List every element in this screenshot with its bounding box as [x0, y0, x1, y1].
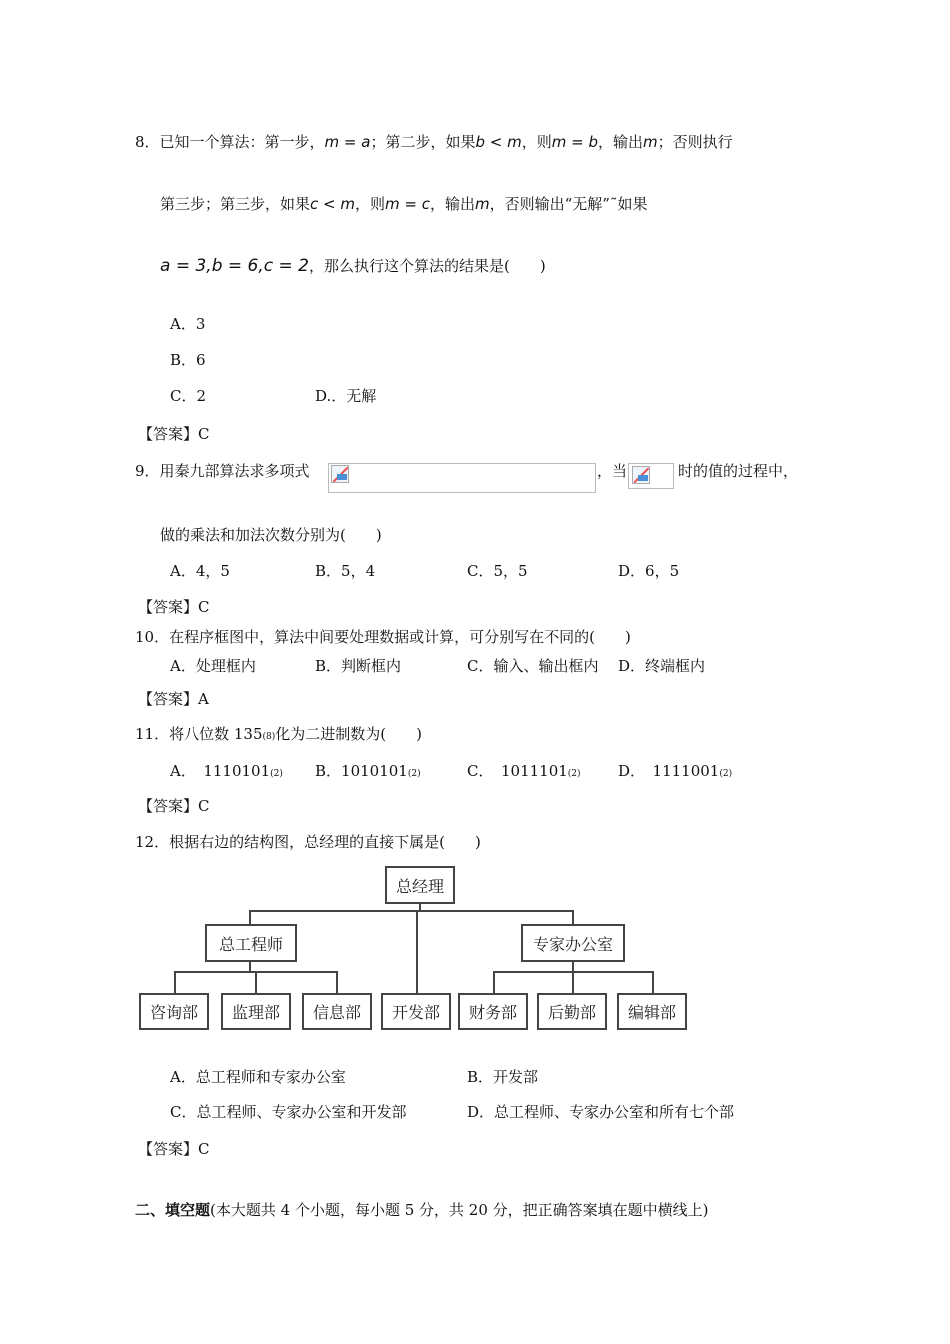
- org-line: [652, 971, 654, 994]
- q12-option-b: B．开发部: [467, 1068, 539, 1086]
- q10-answer: 【答案】A: [138, 690, 209, 708]
- q8-formula-m-eq-b: m = b: [551, 133, 598, 151]
- q8-text-4: ；否则执行: [657, 133, 733, 151]
- org-box-chief-engineer: 总工程师: [205, 924, 297, 962]
- org-line: [249, 910, 251, 924]
- question-8-line-3: [160, 255, 546, 276]
- q8-formula-m-eq-c: m = c: [385, 195, 430, 213]
- polynomial-image-frame: [328, 463, 596, 493]
- q12-option-a: A．总工程师和专家办公室: [170, 1068, 346, 1086]
- q12-option-c: C．总工程师、专家办公室和开发部: [170, 1103, 407, 1121]
- q9-answer: 【答案】C: [138, 598, 210, 616]
- org-box-information: 信息部: [302, 993, 372, 1030]
- q10-option-c: C．输入、输出框内: [467, 657, 599, 675]
- q8-line2-text-b: ，则: [354, 195, 385, 213]
- org-box-consulting: 咨询部: [139, 993, 209, 1030]
- q8-number: 8．已知一个算法：第一步，: [135, 133, 325, 151]
- q11-option-b-base: (2): [407, 769, 421, 779]
- q12-answer: 【答案】C: [138, 1140, 210, 1158]
- org-line: [174, 971, 176, 994]
- q11-line-1: [135, 723, 422, 744]
- q8-line2-text-c: ，输出: [429, 195, 475, 213]
- org-line: [249, 910, 573, 912]
- org-box-general-manager: 总经理: [385, 866, 455, 904]
- org-box-editing: 编辑部: [617, 993, 687, 1030]
- q11-option-d-base: (2): [719, 769, 733, 779]
- q8-line3-text: ，那么执行这个算法的结果是( ): [308, 257, 546, 275]
- q8-option-b: B．6: [170, 351, 206, 369]
- q9-line-2: 做的乘法和加法次数分别为( ): [160, 526, 382, 544]
- q11-option-d-value: D． 1111001: [618, 762, 720, 780]
- q10-line-1: 10．在程序框图中，算法中间要处理数据或计算，可分别写在不同的( ): [135, 628, 631, 646]
- q9-option-d: D．6，5: [618, 562, 680, 580]
- q8-formula-m: m: [643, 133, 658, 151]
- q10-option-d: D．终端框内: [618, 657, 706, 675]
- org-line: [416, 910, 418, 994]
- q12-option-d: D．总工程师、专家办公室和所有七个部: [467, 1103, 735, 1121]
- q9-option-a: A．4，5: [170, 562, 230, 580]
- q8-option-a: A．3: [170, 315, 206, 333]
- org-line: [572, 910, 574, 924]
- q8-formula-values: a = 3,b = 6,c = 2: [160, 256, 309, 276]
- q11-answer: 【答案】C: [138, 797, 210, 815]
- q8-formula-c-lt-m: c < m: [310, 195, 355, 213]
- org-line: [336, 971, 338, 994]
- broken-image-icon: [331, 465, 349, 483]
- q11-text-b: 化为二进制数为( ): [275, 725, 422, 743]
- q8-answer: 【答案】C: [138, 425, 210, 443]
- q12-line-1: 12．根据右边的结构图，总经理的直接下属是( ): [135, 833, 481, 851]
- q8-formula-m-eq-a: m = a: [324, 133, 371, 151]
- q11-option-c-base: (2): [567, 769, 581, 779]
- org-box-development: 开发部: [381, 993, 451, 1030]
- section-2-title: 二、填空题: [135, 1201, 211, 1219]
- q11-option-b-value: B．1010101: [315, 762, 408, 780]
- question-8-line-1: [135, 131, 733, 152]
- org-box-expert-office: 专家办公室: [521, 924, 625, 962]
- q8-line2-text-a: 第三步；第三步，如果: [160, 195, 311, 213]
- q8-text-3: ，输出: [598, 133, 644, 151]
- org-line: [572, 971, 574, 994]
- q11-option-c: [467, 760, 581, 781]
- org-line: [255, 971, 257, 994]
- q9-line-1-text: 9．用秦九部算法求多项式: [135, 462, 310, 480]
- q9-option-b: B．5，4: [315, 562, 376, 580]
- q9-line-1-text-c: 时的值的过程中，: [678, 462, 799, 480]
- q11-option-a-base: (2): [270, 769, 283, 779]
- q11-text: 11．将八位数 135: [135, 725, 263, 743]
- org-box-logistics: 后勤部: [537, 993, 607, 1030]
- org-box-finance: 财务部: [458, 993, 528, 1030]
- question-8-line-2: [160, 193, 647, 214]
- org-line: [493, 971, 495, 994]
- org-box-supervision: 监理部: [221, 993, 291, 1030]
- q9-option-c: C．5，5: [467, 562, 528, 580]
- q11-option-c-value: C． 1011101: [467, 762, 568, 780]
- q8-option-c: C．2: [170, 387, 207, 405]
- q11-base-8: (8): [262, 732, 276, 742]
- q8-text-1: ；第二步，如果: [370, 133, 476, 151]
- q8-formula-m-2: m: [474, 195, 490, 213]
- q8-option-d: D.．无解: [315, 387, 377, 405]
- q8-line2-text-d: ，否则输出“无解”˜如果: [489, 195, 648, 213]
- section-2-heading: [135, 1199, 709, 1220]
- broken-image-icon: [632, 466, 650, 484]
- q9-line-1-text-b: ，当: [597, 462, 628, 480]
- q8-text-2: ，则: [521, 133, 552, 151]
- q11-option-d: [618, 760, 732, 781]
- q11-option-b: [315, 760, 421, 781]
- q11-option-a: [170, 760, 283, 781]
- q10-option-a: A．处理框内: [170, 657, 256, 675]
- section-2-description: (本大题共 4 个小题，每小题 5 分，共 20 分，把正确答案填在题中横线上): [210, 1201, 709, 1219]
- q8-formula-b-lt-m: b < m: [475, 133, 522, 151]
- q10-option-b: B．判断框内: [315, 657, 402, 675]
- q11-option-a-value: A． 1110101: [170, 762, 271, 780]
